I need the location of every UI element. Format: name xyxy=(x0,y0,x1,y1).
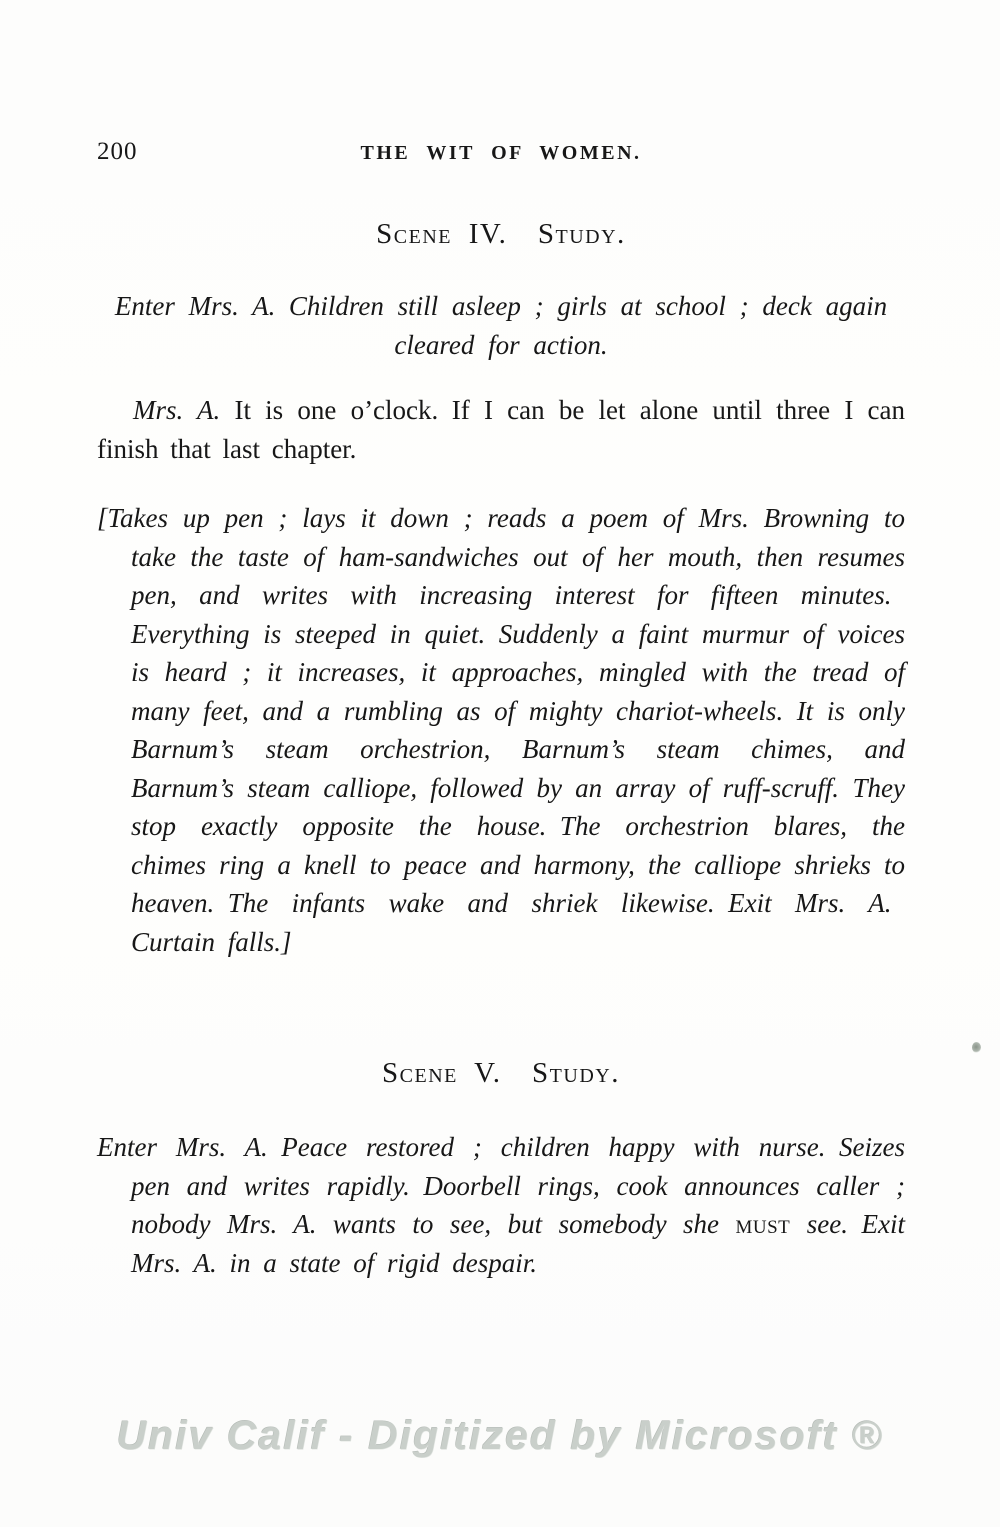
scene4-stage-direction: [Takes up pen ; lays it down ; reads a poem of Mrs. Browning to take the taste of ham-sandwiches out of her mouth, then resumes pen, and writes with increasing interest for fifteen minutes. Everything is steeped in quiet. Suddenly a faint murmur of voices is heard ; it increases, it approaches, mingled with the tread of many feet, and a rumbling as of mighty chariot-wheels. It is only Barnum’s steam orchestrion, Barnum’s steam chimes, and Barnum’s steam calliope, followed by an array of ruff-scruff. They stop exactly opposite the house. The orchestrion blares, the chimes ring a knell to peace and harmony, the calliope shrieks to heaven. The infants wake and shriek likewise. Exit Mrs. A. Curtain falls.] xyxy=(97,503,905,957)
scene5-direction-text-2: see. Exit Mrs. A. in a state of rigid despair. xyxy=(131,1209,905,1278)
scene5-heading: Scene V. Study. xyxy=(382,1057,620,1089)
page-header xyxy=(97,138,905,172)
digitization-watermark: Univ Calif - Digitized by Microsoft ® xyxy=(116,1412,884,1458)
dialogue-text: It is one o’clock. If I can be let alone until three I can finish that last chapter. xyxy=(97,395,905,464)
scene4-dialogue xyxy=(97,391,905,469)
scene4-heading: Scene IV. Study. xyxy=(376,218,626,250)
scene4-opening-direction: Enter Mrs. A. Children still asleep ; girls at school ; deck again cleared for action. xyxy=(114,291,888,360)
scene5-direction-text-1: Enter Mrs. A. Peace restored ; children happy with nurse. Seizes pen and writes rapidly. Doorbell rings, cook announces caller ; nobody Mrs. A. wants to see, but somebody she xyxy=(97,1132,905,1239)
dialogue-speaker: Mrs. A. xyxy=(133,395,221,425)
scene5-direction xyxy=(97,1128,905,1282)
running-title: THE WIT OF WOMEN. xyxy=(360,142,642,164)
scan-artifact-speck xyxy=(972,1042,981,1053)
page-number: 200 xyxy=(97,138,138,165)
scene5-must-word: must xyxy=(735,1209,791,1239)
